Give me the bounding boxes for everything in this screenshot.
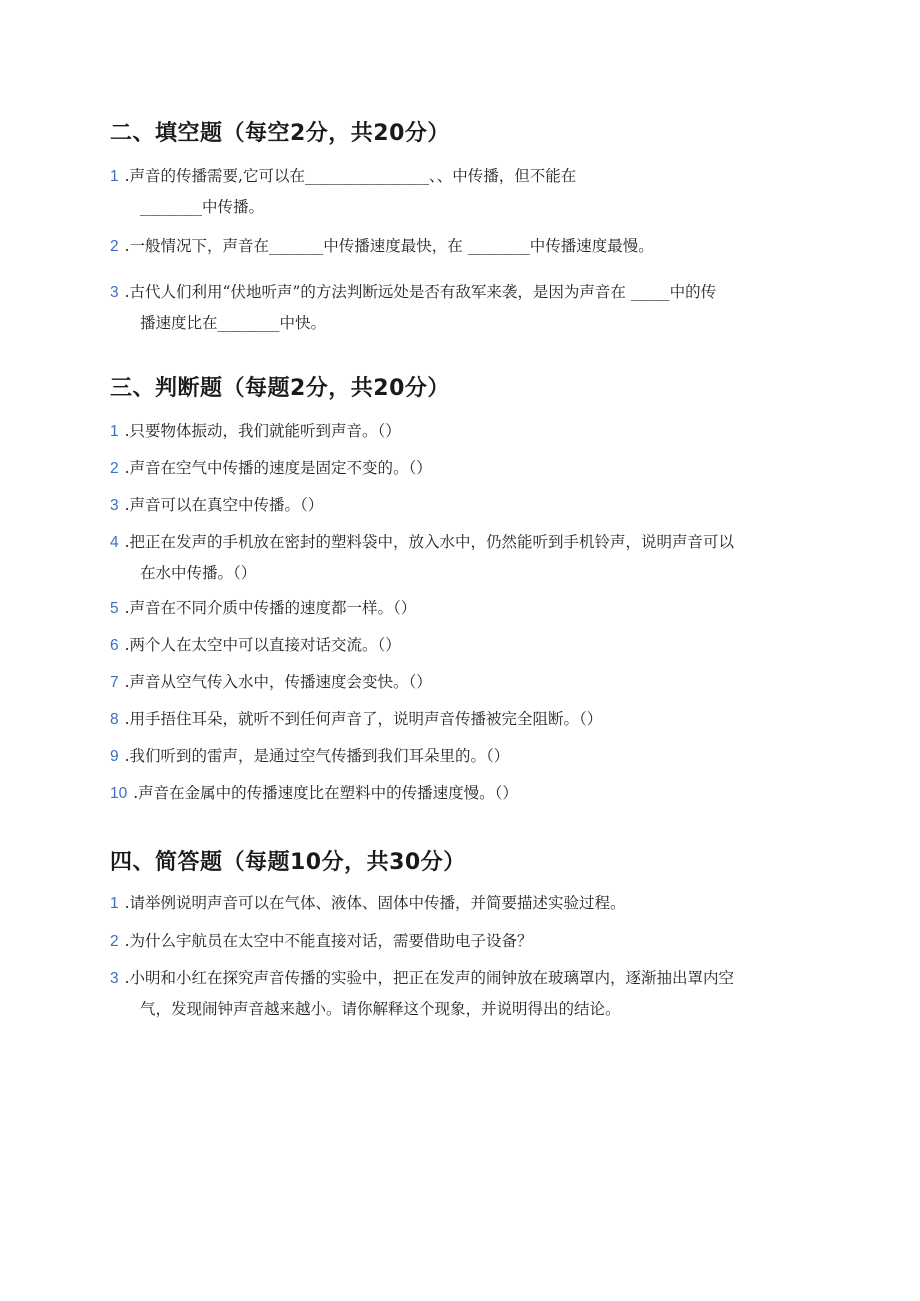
question-number: 10 [110,785,128,802]
true-false-question-1 [110,416,810,447]
question-text-continued: 在水中传播。（） [140,564,257,582]
true-false-question-2 [110,453,810,484]
question-number: 6 [110,637,119,654]
question-text: .声音在金属中的传播速度比在塑料中的传播速度慢。（） [133,784,518,802]
question-text: .小明和小红在探究声音传播的实验中，把正在发声的闹钟放在玻璃罩内，逐渐抽出罩内空 [124,969,735,987]
question-text: .请举例说明声音可以在气体、液体、固体中传播，并简要描述实验过程。 [124,894,626,912]
true-false-question-7 [110,667,810,698]
question-text: .把正在发声的手机放在密封的塑料袋中，放入水中，仍然能听到手机铃声，说明声音可以 [124,533,735,551]
question-text: .声音可以在真空中传播。（） [124,496,324,514]
question-text: .声音的传播需要,它可以在________________、、中传播，但不能在 [124,167,577,185]
short-answer-question-3 [110,963,810,1024]
true-false-question-5 [110,593,810,624]
question-number: 9 [110,748,119,765]
true-false-question-9 [110,741,810,772]
question-number: 1 [110,895,119,912]
question-number: 7 [110,674,119,691]
fill-in-question-1 [110,161,810,222]
question-number: 1 [110,423,119,440]
short-answer-question-2 [110,926,810,957]
short-answer-question-1 [110,888,810,919]
question-text: .声音在不同介质中传播的速度都一样。（） [124,599,417,617]
question-number: 3 [110,970,119,987]
true-false-question-6 [110,630,810,661]
question-text: .为什么宇航员在太空中不能直接对话，需要借助电子设备？ [124,932,533,950]
true-false-question-8 [110,704,810,735]
question-text: .古代人们利用“伏地听声”的方法判断远处是否有敌军来袭，是因为声音在 _____中的传 [124,283,717,301]
question-text: .声音从空气传入水中，传播速度会变快。（） [124,673,432,691]
true-false-question-10 [110,778,810,809]
question-text-continued: 播速度比在________中快。 [140,314,327,332]
question-number: 2 [110,460,119,477]
true-false-question-3 [110,490,810,521]
question-text: .声音在空气中传播的速度是固定不变的。（） [124,459,432,477]
question-text: .用手捂住耳朵，就听不到任何声音了，说明声音传播被完全阻断。（） [124,710,603,728]
question-number: 5 [110,600,119,617]
section-title-fill-in: 二、填空题（每空2分，共20分） [110,121,450,146]
question-number: 3 [110,497,119,514]
question-number: 4 [110,534,119,551]
question-number: 2 [110,238,119,255]
question-number: 3 [110,284,119,301]
fill-in-question-2 [110,231,810,262]
section-title-short-answer: 四、简答题（每题10分，共30分） [110,850,466,875]
question-text: .两个人在太空中可以直接对话交流。（） [124,636,401,654]
question-text-continued: 气，发现闹钟声音越来越小。请你解释这个现象，并说明得出的结论。 [140,1000,621,1018]
section-title-true-false: 三、判断题（每题2分，共20分） [110,376,450,401]
fill-in-question-3 [110,277,810,338]
question-text: .一般情况下，声音在_______中传播速度最快，在 ________中传播速度最慢。 [124,237,654,255]
question-text-continued: ________中传播。 [140,198,265,216]
question-text: .我们听到的雷声，是通过空气传播到我们耳朵里的。（） [124,747,510,765]
question-number: 8 [110,711,119,728]
question-number: 1 [110,168,119,185]
question-number: 2 [110,933,119,950]
true-false-question-4 [110,527,810,588]
question-text: .只要物体振动，我们就能听到声音。（） [124,422,401,440]
